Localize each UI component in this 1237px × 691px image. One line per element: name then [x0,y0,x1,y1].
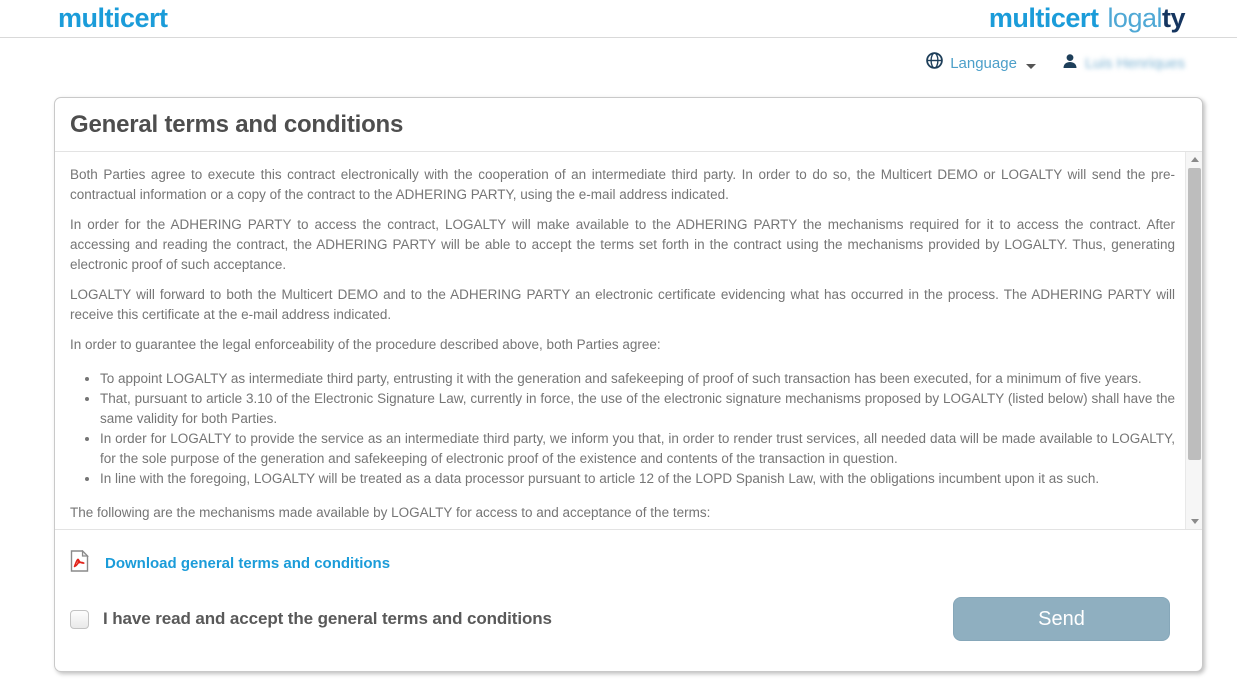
terms-list-item: • In line with the foregoing, LOGALTY will be treated as a data processor pursuant to article 12 of the LOPD Spanish Law, with the obligations incumbent upon it as such. [100,469,1175,489]
terms-paragraph: In order for the ADHERING PARTY to access the contract, LOGALTY will make available to the ADHERING PARTY the mechanisms required for it to access the contract. After accessing and reading the contract, the ADHERING PARTY will be able to accept the terms set forth in the contract using the mechanisms provided by LOGALTY. Thus, generating electronic proof of such acceptance. [70,217,1175,272]
terms-paragraph: In order to guarantee the legal enforceability of the procedure described above, both Parties agree: [70,337,661,352]
scrollbar[interactable] [1185,152,1202,529]
top-logo-bar [0,0,1237,38]
language-dropdown[interactable] [926,52,1036,74]
logo-logalty-text: logalty [1107,3,1185,33]
terms-list [100,369,1175,489]
page-title: General terms and conditions [70,111,404,138]
multicert-logo: multicert [58,3,168,33]
chevron-down-icon [1026,64,1036,69]
scrollbar-up-arrow-icon[interactable] [1186,152,1203,167]
multicert-logalty-logo [989,5,1185,32]
terms-list-item: • In order for LOGALTY to provide the service as an intermediate third party, we inform you that, in order to render trust services, all needed data will be made available to LOGALTY, for the sole purpose of the generation and safekeeping of electronic proof of the existence and contents of the transaction in question. [100,429,1175,469]
scrollbar-down-arrow-icon[interactable] [1186,514,1203,529]
pdf-icon [70,550,89,577]
user-icon [1062,53,1078,74]
terms-list-item: • That, pursuant to article 3.10 of the Electronic Signature Law, currently in force, the use of the electronic signature mechanisms proposed by LOGALTY (listed below) shall have the same validity for both Parties. [100,389,1175,429]
download-terms-link[interactable]: Download general terms and conditions [105,555,391,572]
terms-paragraph: Both Parties agree to execute this contract electronically with the cooperation of an intermediate third party. In order to do so, the Multicert DEMO or LOGALTY will send the pre-contractual information or a copy of the contract to the ADHERING PARTY, using the e-mail address indicated. [70,167,1175,202]
user-name: Luis Henriques [1084,54,1185,72]
accept-terms-checkbox[interactable] [70,610,89,629]
download-row [55,530,1202,583]
user-menu[interactable] [1062,53,1185,74]
terms-paragraph: LOGALTY will forward to both the Multicert DEMO and to the ADHERING PARTY an electronic certificate evidencing what has occurred in the process. The ADHERING PARTY will receive this certificate at the e-mail address indicated. [70,287,1175,322]
globe-icon [926,52,943,74]
terms-list-item: • To appoint LOGALTY as intermediate third party, entrusting it with the generation and safekeeping of proof of such transaction has been executed, for a minimum of five years. [100,369,1175,389]
accept-terms-label: I have read and accept the general terms and conditions [103,609,552,628]
terms-body[interactable] [55,152,1185,529]
terms-paragraph: The following are the mechanisms made available by LOGALTY for access to and acceptance of the terms: [70,505,711,520]
card-header [55,98,1202,152]
language-label: Language [950,54,1017,72]
terms-card [54,97,1203,672]
scrollbar-thumb[interactable] [1188,168,1201,460]
logo-multicert-text: multicert [988,3,1099,33]
user-toolbar [0,38,1237,88]
terms-scroll-region [55,152,1202,530]
accept-row [55,583,1202,671]
send-button[interactable]: Send [953,597,1170,641]
